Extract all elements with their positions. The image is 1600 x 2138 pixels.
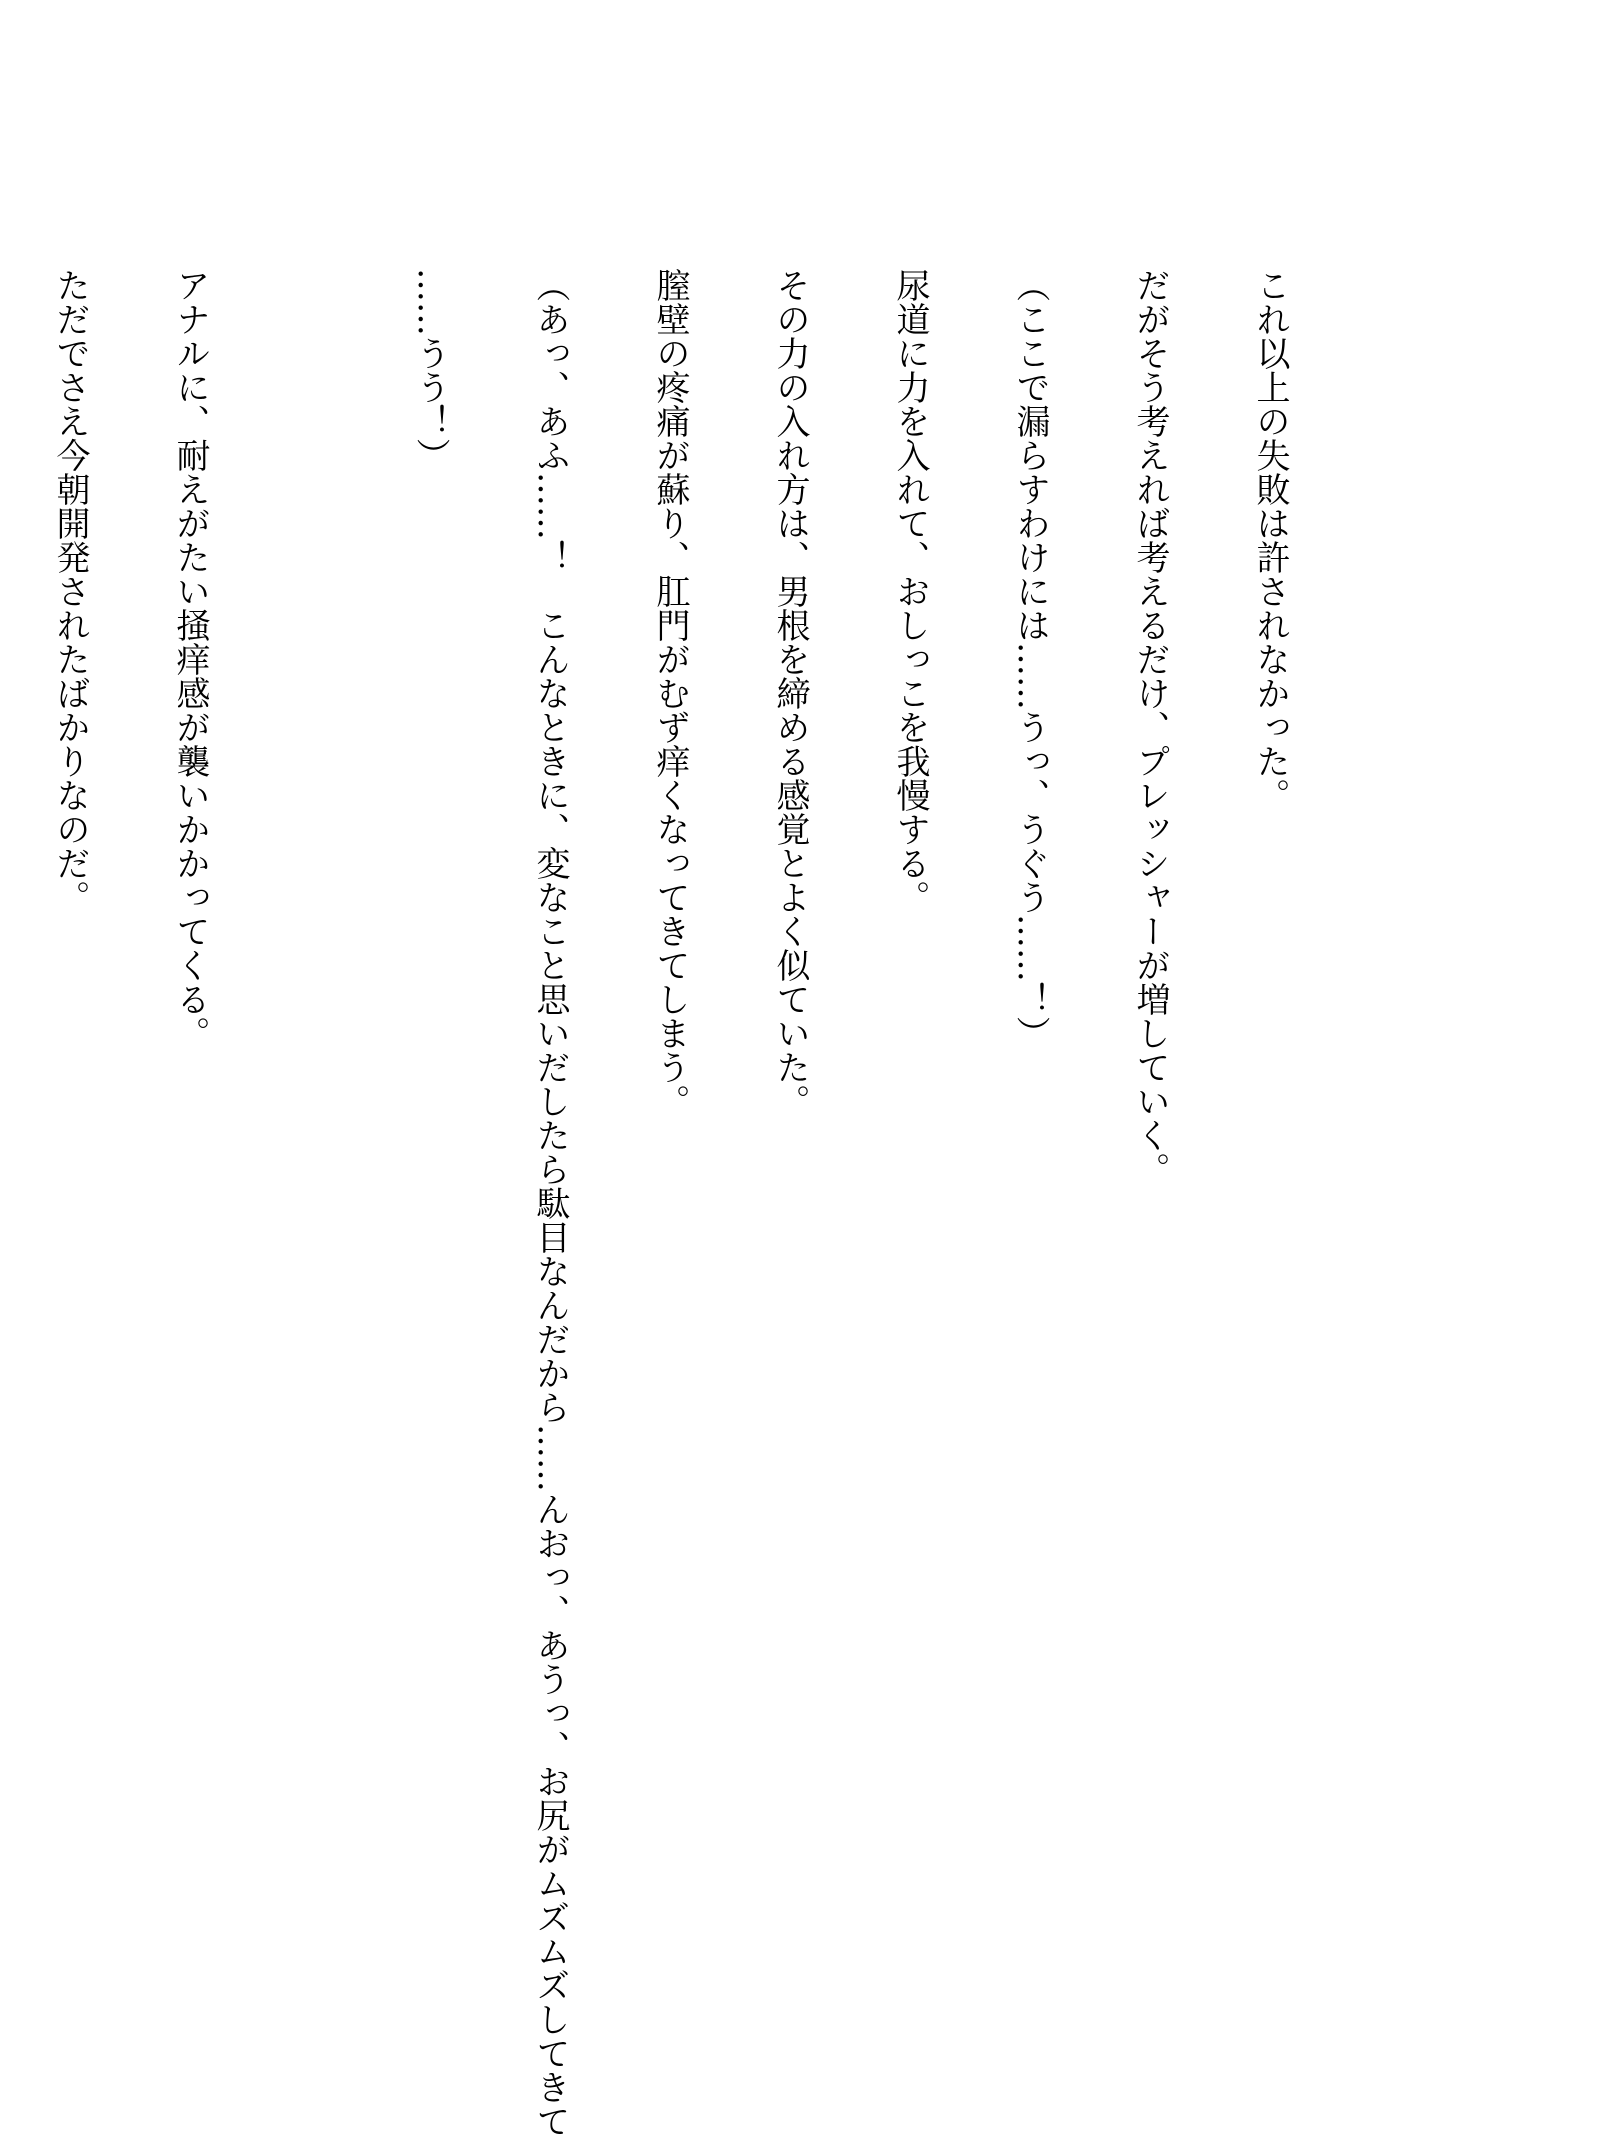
text-line: 尿道に力を入れて、おしっこを我慢する。 <box>890 268 930 914</box>
text-line: （ここで漏らすわけには……うっ、うぐう……！） <box>1010 268 1050 1050</box>
text-line: ……うう！） <box>410 268 450 472</box>
text-line: 膣壁の疼痛が蘇り、肛門がむず痒くなってきてしまう。 <box>650 268 690 1118</box>
text-line: （あっ、あふ……！ こんなときに、変なこと思いだしたら駄目なんだから……んおっ、あうっ、お尻がムズムズしてきて <box>530 268 570 2138</box>
vertical-text-body <box>0 268 1370 2138</box>
text-line: ただでさえ今朝開発されたばかりなのだ。 <box>50 268 90 914</box>
text-line: その力の入れ方は、男根を締める感覚とよく似ていた。 <box>770 268 810 1118</box>
blank-line <box>290 268 330 1878</box>
text-line: だがそう考えれば考えるだけ、プレッシャーが増していく。 <box>1130 268 1170 1186</box>
text-line: これ以上の失敗は許されなかった。 <box>1250 268 1290 812</box>
text-line: アナルに、耐えがたい掻痒感が襲いかかってくる。 <box>170 268 210 1050</box>
